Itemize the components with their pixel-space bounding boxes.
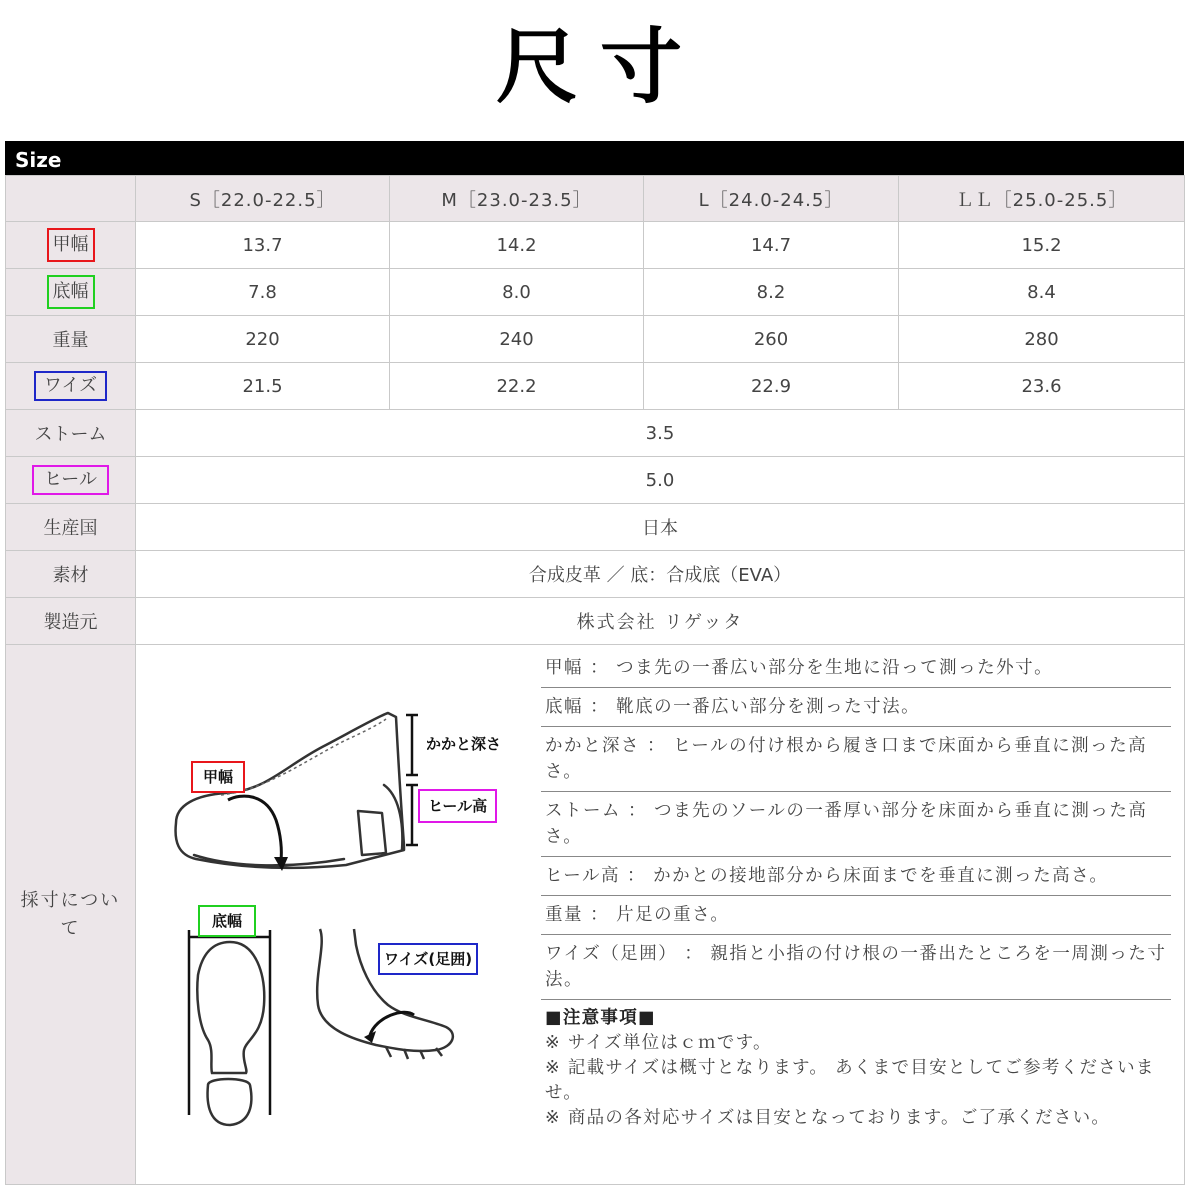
table-cell: 8.0 [390,269,644,316]
table-cell: 220 [136,316,390,363]
table-row-storm [6,410,1185,457]
caution-line: ※ サイズ単位はｃｍです。 [545,1033,772,1053]
row-label-storm: ストーム [6,410,136,457]
diagram-label-wise: ワイズ(足囲) [378,943,478,975]
table-cell: 22.2 [390,363,644,410]
measurement-diagram [136,645,536,1185]
caution-line: ※ 記載サイズは概寸となります。 あくまで目安としてご参考くださいませ。 [545,1058,1155,1103]
table-cell: 日本 [136,504,1185,551]
caution-heading: ■注意事項■ [545,1008,656,1028]
note-kouhaba: 甲幅 ： つま先の一番広い部分を生地に沿って測った外寸。 [541,649,1171,688]
table-cell: 14.2 [390,222,644,269]
diagram-label-heel: ヒール高 [418,789,497,823]
measurement-notes [541,649,1171,1137]
table-row-material [6,551,1185,598]
table-cell: 合成皮革 ／ 底：合成底（EVA） [136,551,1185,598]
table-row-wise [6,363,1185,410]
corner-cell [6,176,136,222]
row-label-kouhaba: 甲幅 [47,228,95,262]
size-table [5,175,1185,1185]
shoe-diagram-icon [136,645,536,1185]
row-label-measure: 採寸について [20,889,121,939]
table-cell: 8.2 [644,269,899,316]
table-row-sokohaba [6,269,1185,316]
table-cell: 280 [899,316,1185,363]
table-row-country [6,504,1185,551]
table-cell: 15.2 [899,222,1185,269]
row-label-sokohaba: 底幅 [47,275,95,309]
row-label-weight: 重量 [6,316,136,363]
note-kakato: かかと深さ ： ヒールの付け根から履き口まで床面から垂直に測った高さ。 [541,727,1171,792]
note-sokohaba: 底幅 ： 靴底の一番広い部分を測った寸法。 [541,688,1171,727]
size-header-bar: Size [5,141,1184,175]
table-cell: 240 [390,316,644,363]
table-row-heel [6,457,1185,504]
table-cell: 14.7 [644,222,899,269]
diagram-label-sokohaba: 底幅 [198,905,256,937]
table-cell: 株式会社 リゲッタ [136,598,1185,645]
table-row-kouhaba [6,222,1185,269]
table-cell: 13.7 [136,222,390,269]
row-label-material: 素材 [6,551,136,598]
table-row-maker [6,598,1185,645]
row-label-heel: ヒール [32,465,109,495]
table-cell: 22.9 [644,363,899,410]
caution-block [541,1000,1171,1137]
note-weight: 重量 ： 片足の重さ。 [541,896,1171,935]
col-header-l: L［24.0-24.5］ [644,176,899,222]
col-header-s: S［22.0-22.5］ [136,176,390,222]
page-title: 尺寸 [495,20,704,115]
col-header-m: M［23.0-23.5］ [390,176,644,222]
table-row-measure [6,645,1185,1185]
row-label-maker: 製造元 [6,598,136,645]
row-label-wise: ワイズ [34,371,107,401]
row-label-country: 生産国 [6,504,136,551]
col-header-ll: ＬＬ［25.0-25.5］ [899,176,1185,222]
caution-line: ※ 商品の各対応サイズは目安となっております。ご了承ください。 [545,1108,1111,1128]
measure-cell [136,645,1185,1185]
diagram-label-kakato: かかと深さ [426,735,502,753]
table-cell: 5.0 [136,457,1185,504]
table-cell: 7.8 [136,269,390,316]
table-header-row [6,176,1185,222]
table-cell: 8.4 [899,269,1185,316]
table-row-weight [6,316,1185,363]
table-cell: 3.5 [136,410,1185,457]
diagram-label-kouhaba: 甲幅 [191,761,245,793]
note-wise: ワイズ（足囲） ： 親指と小指の付け根の一番出たところを一周測った寸法。 [541,935,1171,1000]
note-heel: ヒール高 ： かかとの接地部分から床面までを垂直に測った高さ。 [541,857,1171,896]
table-cell: 23.6 [899,363,1185,410]
table-cell: 21.5 [136,363,390,410]
note-storm: ストーム ： つま先のソールの一番厚い部分を床面から垂直に測った高さ。 [541,792,1171,857]
table-cell: 260 [644,316,899,363]
